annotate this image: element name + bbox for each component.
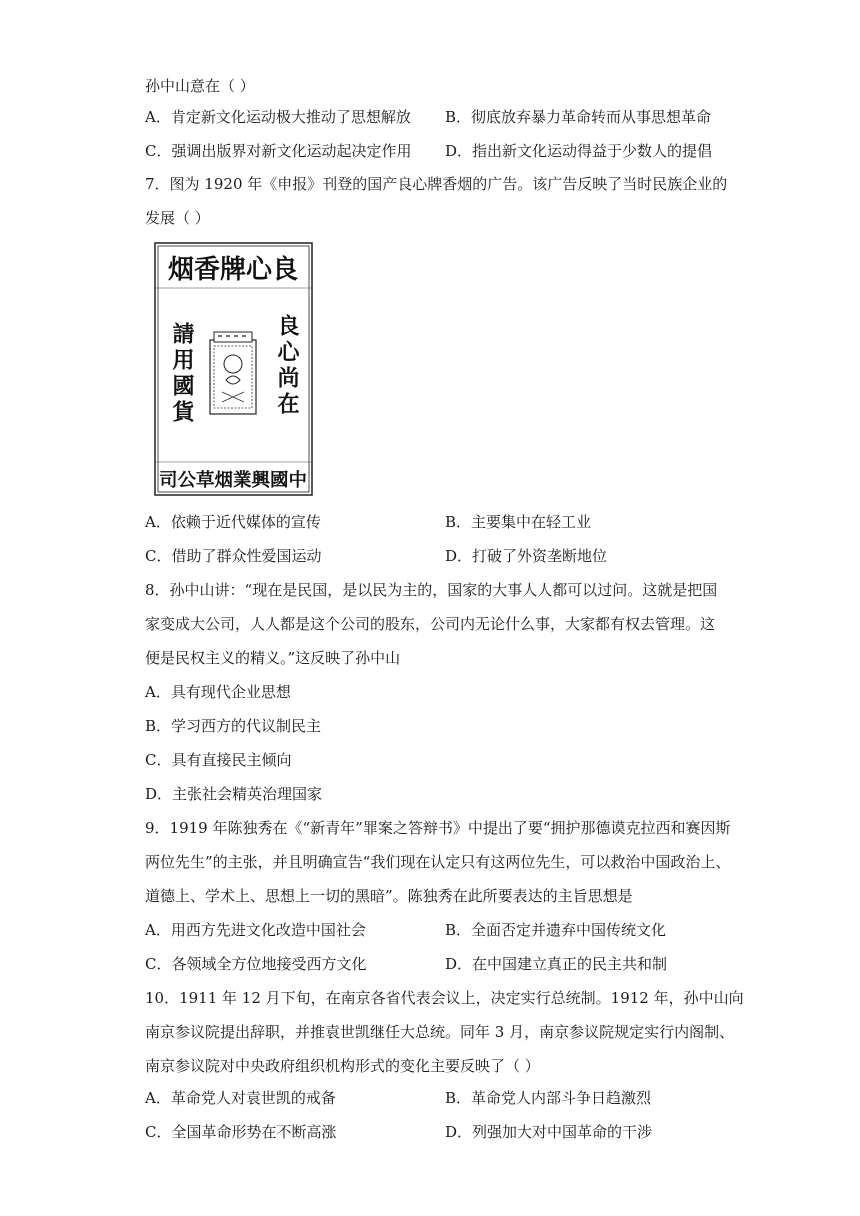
- ad-top-text: 良心牌香烟: [167, 255, 299, 285]
- q7-stem-line-1: 7．图为 1920 年《申报》刊登的国产良心牌香烟的广告。该广告反映了当时民族企业的: [145, 175, 728, 193]
- q8-stem-line-2: 家变成大公司，人人都是这个公司的股东，公司内无论什么事，大家都有权去管理。这: [145, 615, 716, 633]
- q7-option-c[interactable]: C．借助了群众性爱国运动: [145, 547, 322, 565]
- q8-option-b[interactable]: B．学习西方的代议制民主: [145, 717, 322, 735]
- q7-stem-line-2: 发展（ ）: [145, 209, 210, 227]
- q10-option-a[interactable]: A．革命党人对袁世凯的戒备: [145, 1089, 336, 1107]
- q9-option-c[interactable]: C．各领域全方位地接受西方文化: [145, 955, 367, 973]
- q6-option-a[interactable]: A．肯定新文化运动极大推动了思想解放: [145, 108, 411, 126]
- q8-stem-line-1: 8．孙中山讲：“现在是民国，是以民为主的，国家的大事人人都可以过问。这就是把国: [145, 581, 718, 599]
- q10-stem-line-1: 10．1911 年 12 月下旬，在南京各省代表会议上，决定实行总统制。1912 年，孙中山向: [145, 989, 744, 1007]
- q6-stem-tail: 孙中山意在（ ）: [145, 77, 255, 95]
- ad-left-text: 請用國貨: [169, 322, 195, 426]
- q9-option-d[interactable]: D．在中国建立真正的民主共和制: [445, 955, 668, 973]
- q7-option-d[interactable]: D．打破了外资垄断地位: [445, 547, 608, 565]
- q8-option-c[interactable]: C．具有直接民主倾向: [145, 751, 292, 769]
- q9-stem-line-2: 两位先生”的主张，并且明确宣告“我们现在认定只有这两位先生，可以救治中国政治上、: [145, 853, 731, 871]
- q8-option-d[interactable]: D．主张社会精英治理国家: [145, 785, 323, 803]
- ad-right-text: 良心尚在: [274, 314, 300, 418]
- q10-stem-line-3: 南京参议院对中央政府组织机构形式的变化主要反映了（ ）: [145, 1057, 540, 1075]
- ad-cigarette-pack-icon: [210, 332, 256, 414]
- q10-option-c[interactable]: C．全国革命形势在不断高涨: [145, 1123, 337, 1141]
- q9-option-a[interactable]: A．用西方先进文化改造中国社会: [145, 921, 366, 939]
- q7-option-a[interactable]: A．依赖于近代媒体的宣传: [145, 513, 321, 531]
- q10-option-d[interactable]: D．列强加大对中国革命的干涉: [445, 1123, 653, 1141]
- q9-option-b[interactable]: B．全面否定并遗弃中国传统文化: [445, 921, 667, 939]
- cigarette-advertisement-image: [152, 240, 315, 498]
- ad-bottom-text: 中國興業烟草公司: [159, 470, 303, 491]
- q7-option-b[interactable]: B．主要集中在轻工业: [445, 513, 592, 531]
- q6-option-c[interactable]: C．强调出版界对新文化运动起决定作用: [145, 142, 412, 160]
- q10-option-b[interactable]: B．革命党人内部斗争日趋激烈: [445, 1089, 652, 1107]
- q6-option-b[interactable]: B．彻底放弃暴力革命转而从事思想革命: [445, 108, 712, 126]
- q10-stem-line-2: 南京参议院提出辞职，并推袁世凯继任大总统。同年 3 月，南京参议院规定实行内阁制、: [145, 1023, 735, 1041]
- q8-option-a[interactable]: A．具有现代企业思想: [145, 683, 291, 701]
- q9-stem-line-3: 道德上、学术上、思想上一切的黑暗”。陈独秀在此所要表达的主旨思想是: [145, 887, 633, 905]
- q9-stem-line-1: 9．1919 年陈独秀在《“新青年”罪案之答辩书》中提出了要“拥护那德谟克拉西和赛因斯: [145, 819, 731, 837]
- q6-option-d[interactable]: D．指出新文化运动得益于少数人的提倡: [445, 142, 713, 160]
- q8-stem-line-3: 便是民权主义的精义。”这反映了孙中山: [145, 649, 401, 667]
